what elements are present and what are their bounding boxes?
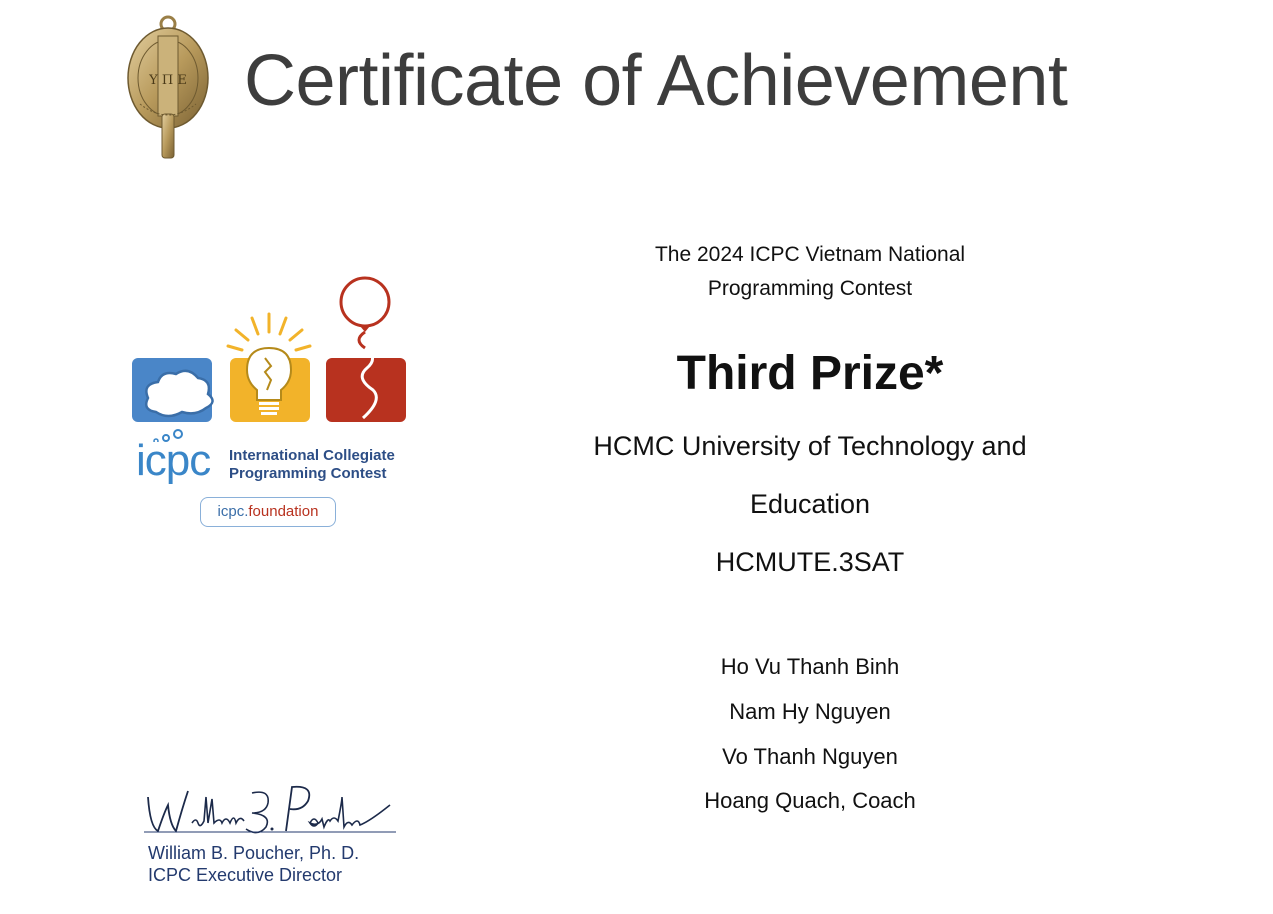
contest-line1: The 2024 ICPC Vietnam National	[654, 243, 966, 266]
icpc-wordmark: icpc	[136, 436, 211, 485]
certificate-title: Certificate of Achievement	[244, 41, 1068, 121]
member-name: Ho Vu Thanh Binh	[720, 654, 900, 679]
icpc-org-line1: International Collegiate	[229, 447, 395, 464]
seal-letters: Υ Π Ε	[149, 73, 187, 88]
signatory-name: William B. Poucher, Ph. D.	[148, 843, 360, 863]
coach-name: Hoang Quach, Coach	[704, 788, 916, 813]
icpc-logo	[128, 276, 410, 442]
member-name: Nam Hy Nguyen	[729, 699, 891, 724]
icpc-org-line2: Programming Contest	[229, 465, 387, 482]
foundation-prefix: icpc.	[217, 503, 249, 520]
team-name: HCMUTE.3SAT	[715, 547, 905, 577]
signatory-title: ICPC Executive Director	[148, 865, 343, 885]
upe-key-emblem	[122, 14, 214, 164]
handwritten-signature	[140, 783, 400, 839]
icpc-foundation-badge	[200, 497, 336, 527]
university-line1: HCMC University of Technology and	[593, 431, 1027, 461]
prize-title: Third Prize*	[676, 347, 944, 400]
member-name: Vo Thanh Nguyen	[722, 744, 898, 769]
university-line2: Education	[749, 489, 871, 519]
contest-line2: Programming Contest	[707, 277, 913, 300]
foundation-suffix: foundation	[248, 503, 319, 520]
